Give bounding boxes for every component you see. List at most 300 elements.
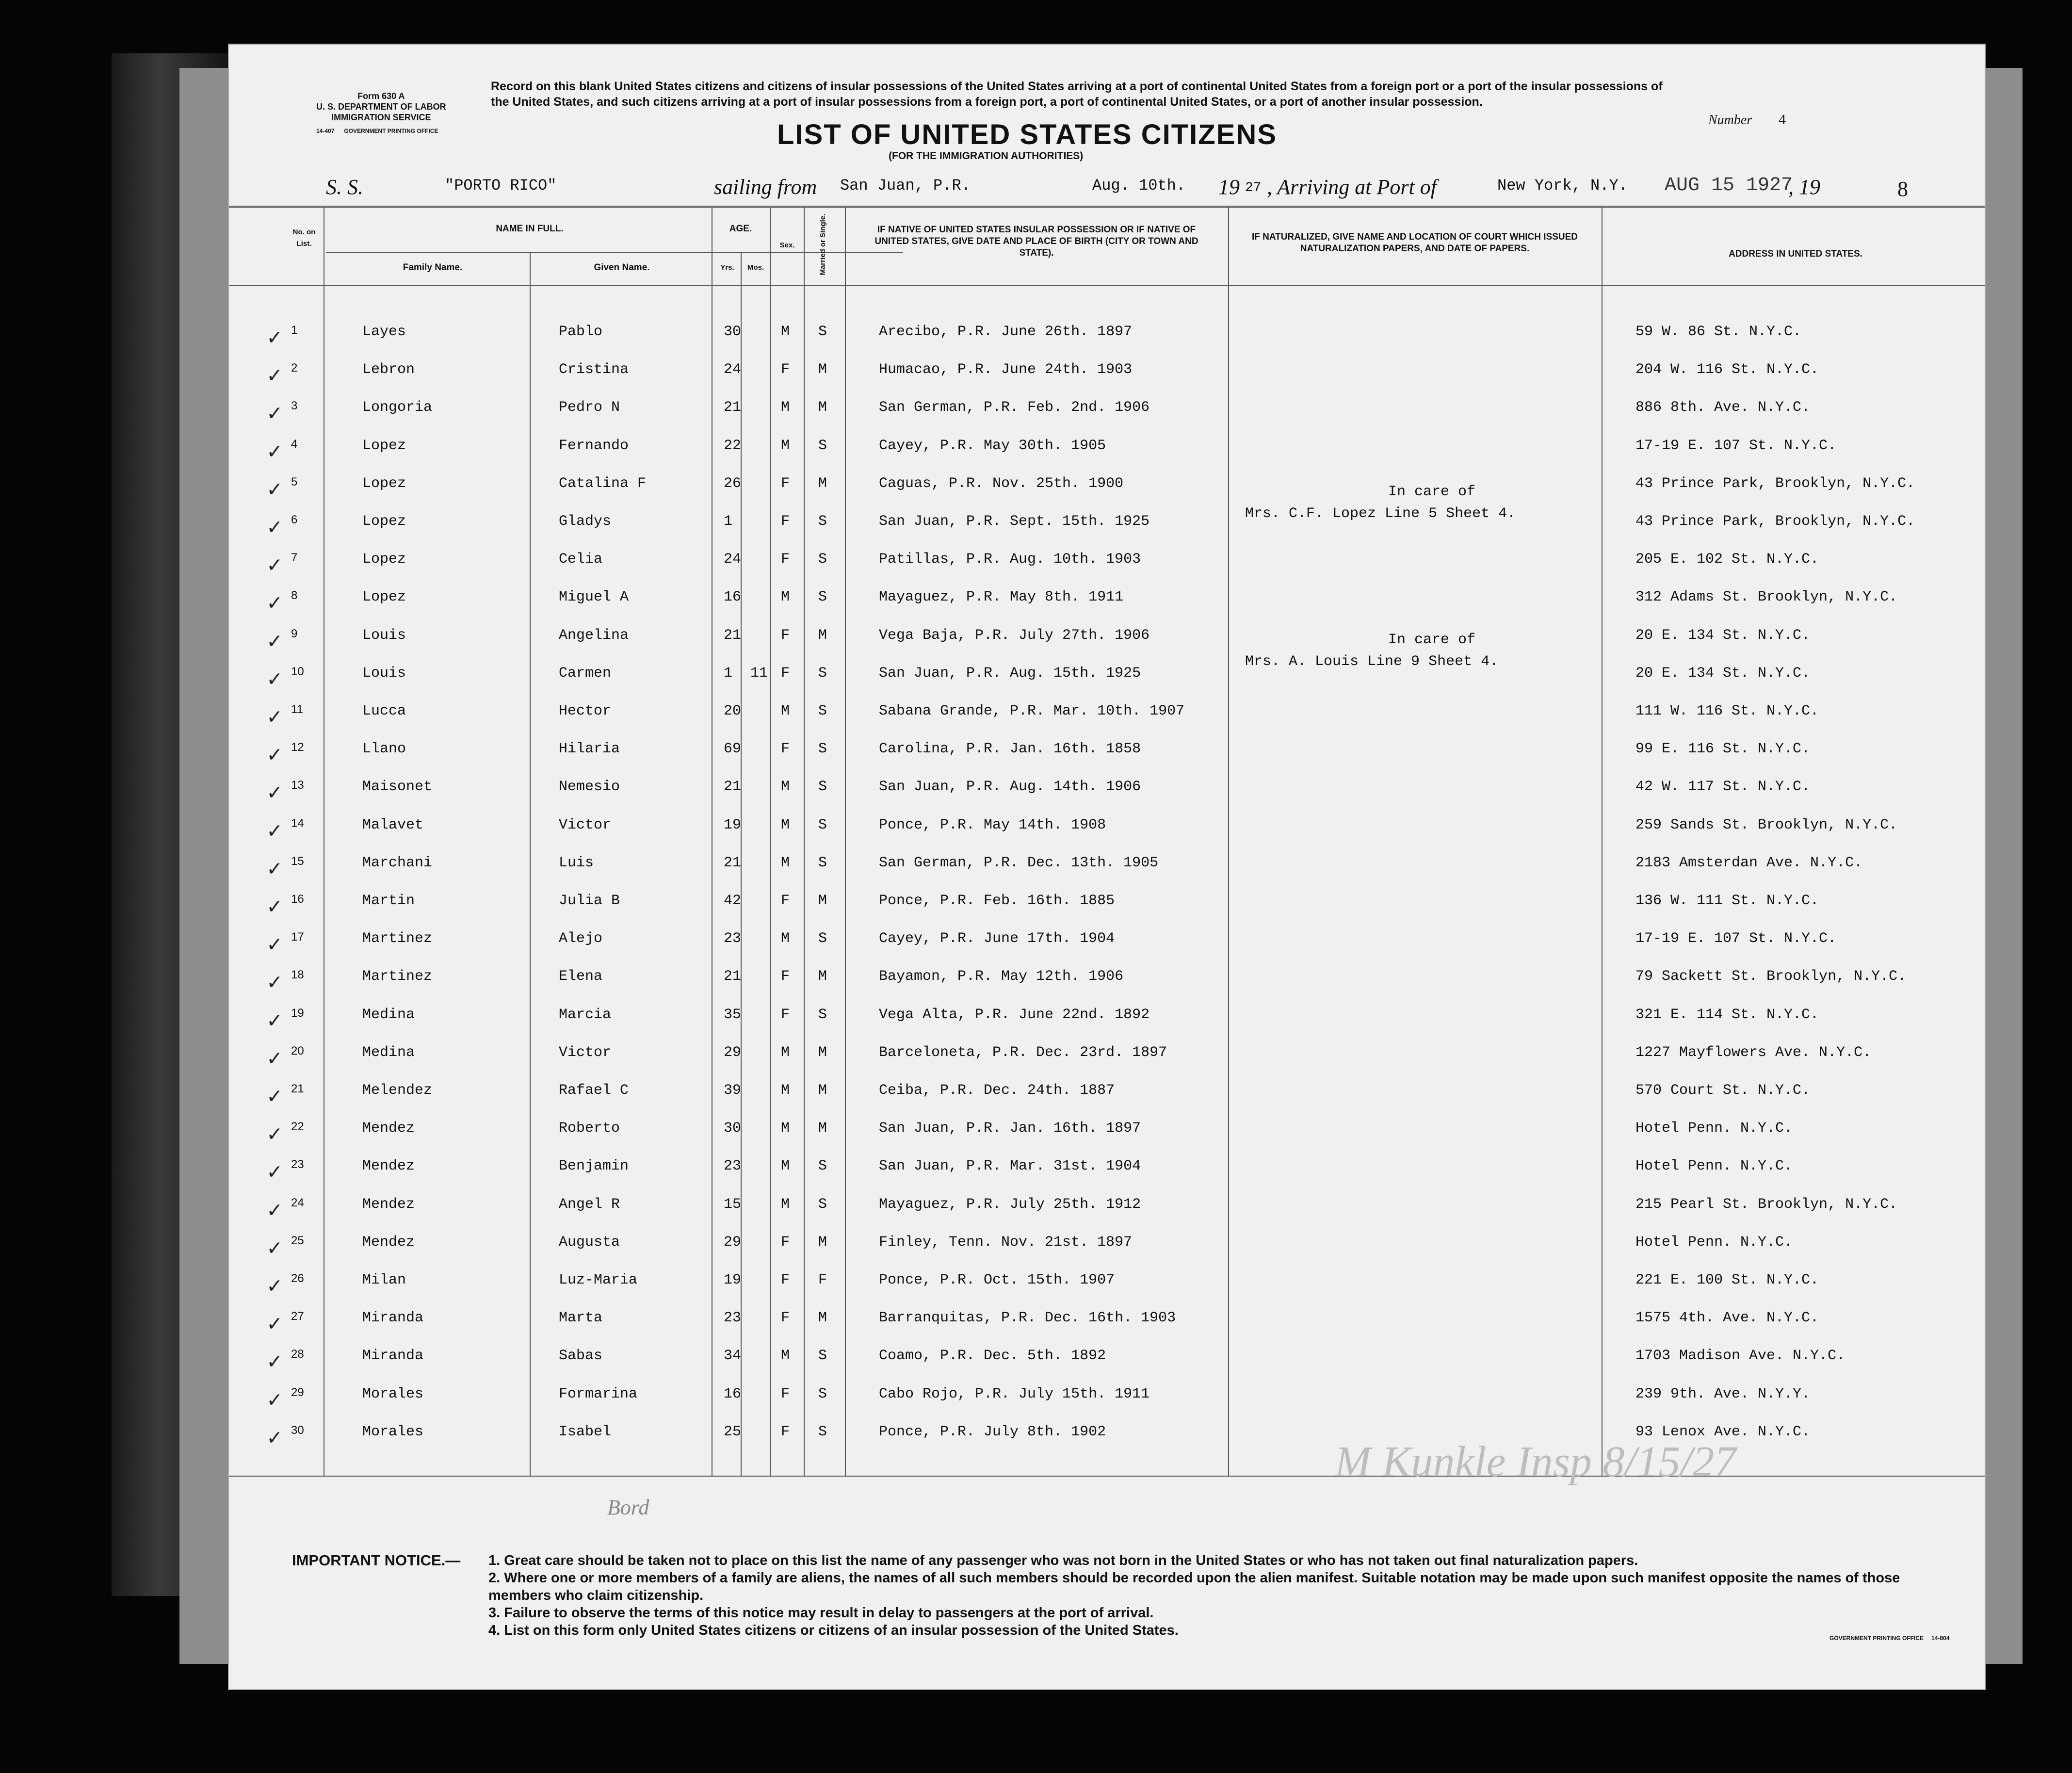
birth-place-date: Mayaguez, P.R. May 8th. 1911 bbox=[879, 589, 1124, 605]
col-header-yrs: Yrs. bbox=[720, 263, 734, 272]
us-address: 1227 Mayflowers Ave. N.Y.C. bbox=[1635, 1044, 1872, 1061]
sex: F bbox=[781, 893, 790, 909]
given-name: Pedro N bbox=[559, 399, 620, 416]
age-years: 23 bbox=[724, 1310, 742, 1326]
checkmark-icon: ✓ bbox=[268, 364, 281, 389]
checkmark-icon: ✓ bbox=[268, 326, 281, 351]
given-name: Luis bbox=[559, 855, 594, 871]
naturalization-line: Mrs. A. Louis Line 9 Sheet 4. bbox=[1245, 653, 1499, 670]
given-name: Gladys bbox=[559, 513, 612, 530]
sex: F bbox=[781, 1310, 790, 1326]
naturalization-care: In care of bbox=[1388, 632, 1476, 648]
family-name: Louis bbox=[362, 627, 406, 644]
marital-status: S bbox=[818, 1348, 827, 1364]
marital-status: S bbox=[818, 1386, 827, 1402]
us-address: 2183 Amsterdan Ave. N.Y.C. bbox=[1635, 855, 1863, 871]
year-label-2: , 19 bbox=[1788, 175, 1820, 199]
us-address: 312 Adams St. Brooklyn, N.Y.C. bbox=[1635, 589, 1898, 605]
table-header-rule bbox=[229, 285, 1985, 286]
arrival-port: New York, N.Y. bbox=[1497, 177, 1628, 195]
age-years: 21 bbox=[724, 399, 742, 416]
age-months: 11 bbox=[750, 665, 768, 682]
age-years: 42 bbox=[724, 893, 742, 909]
checkmark-icon: ✓ bbox=[268, 743, 281, 768]
marital-status: S bbox=[818, 741, 827, 757]
table-row bbox=[229, 930, 1975, 958]
age-years: 34 bbox=[724, 1348, 742, 1364]
checkmark-icon: ✓ bbox=[268, 781, 281, 806]
col-header-no: No. on List. bbox=[292, 228, 316, 248]
family-name: Martinez bbox=[362, 968, 433, 985]
footer-code: 14-804 bbox=[1931, 1635, 1950, 1642]
service-name: IMMIGRATION SERVICE bbox=[331, 113, 431, 122]
footer-heading: IMPORTANT NOTICE.— bbox=[292, 1552, 461, 1569]
row-number: 27 bbox=[291, 1310, 304, 1323]
marital-status: S bbox=[818, 589, 827, 605]
row-number: 22 bbox=[291, 1120, 304, 1133]
family-name: Lopez bbox=[362, 438, 406, 454]
row-number: 28 bbox=[291, 1348, 304, 1361]
given-name: Cristina bbox=[559, 361, 629, 378]
department-name: U. S. DEPARTMENT OF LABOR bbox=[316, 102, 446, 112]
given-name: Marcia bbox=[559, 1007, 612, 1023]
given-name: Benjamin bbox=[559, 1158, 629, 1174]
table-row bbox=[229, 665, 1975, 693]
sex: F bbox=[781, 665, 790, 682]
us-address: 93 Lenox Ave. N.Y.C. bbox=[1635, 1424, 1811, 1440]
col-header-sex: Sex. bbox=[779, 241, 795, 249]
marital-status: S bbox=[818, 324, 827, 340]
sex: F bbox=[781, 1234, 790, 1251]
marital-status: M bbox=[818, 1310, 827, 1326]
given-name: Luz-Maria bbox=[559, 1272, 638, 1288]
ship-name: "PORTO RICO" bbox=[445, 177, 557, 195]
table-row bbox=[229, 361, 1975, 389]
family-name: Lebron bbox=[362, 361, 415, 378]
sex: M bbox=[781, 1082, 790, 1099]
marital-status: S bbox=[818, 438, 827, 454]
header-rule-double bbox=[229, 207, 1985, 208]
checkmark-icon: ✓ bbox=[268, 1199, 281, 1224]
age-years: 1 bbox=[724, 513, 733, 530]
checkmark-icon: ✓ bbox=[268, 1009, 281, 1034]
birth-place-date: Coamo, P.R. Dec. 5th. 1892 bbox=[879, 1348, 1106, 1364]
table-row bbox=[229, 438, 1975, 465]
checkmark-icon: ✓ bbox=[268, 667, 281, 693]
family-name: Martinez bbox=[362, 930, 433, 947]
age-years: 69 bbox=[724, 741, 742, 757]
family-name: Layes bbox=[362, 324, 406, 340]
birth-place-date: Vega Alta, P.R. June 22nd. 1892 bbox=[879, 1007, 1150, 1023]
family-name: Lopez bbox=[362, 475, 406, 492]
us-address: Hotel Penn. N.Y.C. bbox=[1635, 1234, 1793, 1251]
given-name: Catalina F bbox=[559, 475, 647, 492]
table-row bbox=[229, 968, 1975, 996]
sex: M bbox=[781, 1120, 790, 1137]
row-number: 23 bbox=[291, 1158, 304, 1171]
table-row bbox=[229, 475, 1975, 503]
table-row bbox=[229, 817, 1975, 845]
table-row bbox=[229, 513, 1975, 541]
age-years: 35 bbox=[724, 1007, 742, 1023]
family-name: Longoria bbox=[362, 399, 433, 416]
given-name: Fernando bbox=[559, 438, 629, 454]
birth-place-date: Cabo Rojo, P.R. July 15th. 1911 bbox=[879, 1386, 1150, 1402]
birth-place-date: Barranquitas, P.R. Dec. 16th. 1903 bbox=[879, 1310, 1176, 1326]
form-number: Form 630 A bbox=[357, 91, 405, 101]
birth-place-date: Ponce, P.R. Feb. 16th. 1885 bbox=[879, 893, 1115, 909]
family-name: Louis bbox=[362, 665, 406, 682]
table-row bbox=[229, 1158, 1975, 1186]
family-name: Melendez bbox=[362, 1082, 433, 1099]
marital-status: S bbox=[818, 817, 827, 833]
birth-place-date: Patillas, P.R. Aug. 10th. 1903 bbox=[879, 551, 1141, 568]
age-years: 21 bbox=[724, 627, 742, 644]
table-row bbox=[229, 1120, 1975, 1148]
sex: F bbox=[781, 1424, 790, 1440]
family-name: Marchani bbox=[362, 855, 433, 871]
year-prefix: 19 bbox=[1218, 175, 1240, 199]
age-years: 39 bbox=[724, 1082, 742, 1099]
checkmark-icon: ✓ bbox=[268, 705, 281, 731]
sex: M bbox=[781, 1196, 790, 1213]
family-name: Lopez bbox=[362, 589, 406, 605]
row-number: 15 bbox=[291, 855, 304, 868]
table-row bbox=[229, 1196, 1975, 1224]
table-row bbox=[229, 893, 1975, 920]
marital-status: M bbox=[818, 1120, 827, 1137]
birth-place-date: Ponce, P.R. July 8th. 1902 bbox=[879, 1424, 1106, 1440]
number-label: Number bbox=[1708, 113, 1752, 128]
number-value: 4 bbox=[1779, 112, 1786, 128]
sex: M bbox=[781, 1158, 790, 1174]
checkmark-icon: ✓ bbox=[268, 971, 281, 996]
row-number: 30 bbox=[291, 1424, 304, 1437]
row-number: 7 bbox=[291, 551, 298, 564]
family-name: Milan bbox=[362, 1272, 406, 1288]
birth-place-date: San Juan, P.R. Sept. 15th. 1925 bbox=[879, 513, 1150, 530]
family-name: Morales bbox=[362, 1424, 424, 1440]
age-years: 21 bbox=[724, 968, 742, 985]
sex: M bbox=[781, 930, 790, 947]
inspector-signature: M Kunkle Insp 8/15/27 bbox=[1335, 1438, 1736, 1486]
marital-status: S bbox=[818, 1424, 827, 1440]
row-number: 11 bbox=[291, 703, 303, 716]
row-number: 26 bbox=[291, 1272, 304, 1285]
row-number: 5 bbox=[291, 475, 298, 488]
table-row bbox=[229, 703, 1975, 731]
year-suffix: 27 bbox=[1245, 180, 1262, 195]
age-years: 21 bbox=[724, 855, 742, 871]
form-identifier bbox=[316, 91, 446, 136]
marital-status: S bbox=[818, 703, 827, 719]
row-number: 13 bbox=[291, 779, 304, 792]
us-address: Hotel Penn. N.Y.C. bbox=[1635, 1120, 1793, 1137]
table-row bbox=[229, 589, 1975, 617]
table-row bbox=[229, 855, 1975, 882]
table-row bbox=[229, 551, 1975, 579]
birth-place-date: Cayey, P.R. May 30th. 1905 bbox=[879, 438, 1106, 454]
checkmark-icon: ✓ bbox=[268, 440, 281, 465]
age-years: 15 bbox=[724, 1196, 742, 1213]
col-header-family: Family Name. bbox=[403, 262, 463, 273]
table-row bbox=[229, 1044, 1975, 1072]
given-name: Marta bbox=[559, 1310, 603, 1326]
page-title: LIST OF UNITED STATES CITIZENS bbox=[777, 119, 1277, 150]
checkmark-icon: ✓ bbox=[268, 933, 281, 958]
marital-status: M bbox=[818, 1082, 827, 1099]
family-name: Mendez bbox=[362, 1234, 415, 1251]
age-years: 25 bbox=[724, 1424, 742, 1440]
us-address: Hotel Penn. N.Y.C. bbox=[1635, 1158, 1793, 1174]
ss-label: S. S. bbox=[326, 175, 363, 199]
age-years: 24 bbox=[724, 551, 742, 568]
row-number: 16 bbox=[291, 893, 304, 906]
row-number: 18 bbox=[291, 968, 304, 981]
checkmark-icon: ✓ bbox=[268, 1426, 281, 1451]
notice-item-2: 2. Where one or more members of a family are aliens, the names of all such members should be recorded upon the alien manifest. Suitable notation may be made upon such manifest opposite the names of those members who claim citizenship. bbox=[488, 1570, 1900, 1603]
table-row bbox=[229, 1348, 1975, 1375]
footer-gpo: GOVERNMENT PRINTING OFFICE bbox=[1829, 1635, 1924, 1642]
family-name: Maisonet bbox=[362, 779, 433, 795]
us-address: 221 E. 100 St. N.Y.C. bbox=[1635, 1272, 1819, 1288]
birth-place-date: Arecibo, P.R. June 26th. 1897 bbox=[879, 324, 1133, 340]
given-name: Victor bbox=[559, 1044, 612, 1061]
table-row bbox=[229, 1082, 1975, 1110]
sex: M bbox=[781, 1044, 790, 1061]
table-row bbox=[229, 741, 1975, 768]
sex: M bbox=[781, 703, 790, 719]
given-name: Pablo bbox=[559, 324, 603, 340]
us-address: 239 9th. Ave. N.Y.Y. bbox=[1635, 1386, 1811, 1402]
given-name: Angel R bbox=[559, 1196, 620, 1213]
row-number: 2 bbox=[291, 361, 298, 374]
us-address: 570 Court St. N.Y.C. bbox=[1635, 1082, 1811, 1099]
birth-place-date: Carolina, P.R. Jan. 16th. 1858 bbox=[879, 741, 1141, 757]
table-row bbox=[229, 1272, 1975, 1300]
checkmark-icon: ✓ bbox=[268, 1160, 281, 1186]
row-number: 8 bbox=[291, 589, 298, 602]
given-name: Carmen bbox=[559, 665, 612, 682]
us-address: 20 E. 134 St. N.Y.C. bbox=[1635, 665, 1811, 682]
checkmark-icon: ✓ bbox=[268, 630, 281, 655]
row-number: 20 bbox=[291, 1044, 304, 1057]
family-name: Lopez bbox=[362, 513, 406, 530]
instruction-text: Record on this blank United States citizens and citizens of insular possessions of the United States arriving at a port of continental United States from a foreign port or a port of the insular possessions of the United States, and such citizens arriving at a port of insular possessions from a foreign port, a port of continental United States, or a port of another insular possession. bbox=[491, 80, 1663, 109]
checkmark-icon: ✓ bbox=[268, 1122, 281, 1148]
col-header-naturalized: IF NATURALIZED, GIVE NAME AND LOCATION OF COURT WHICH ISSUED NATURALIZATION PAPERS, AND DATE OF PAPERS. bbox=[1251, 232, 1578, 254]
sex: F bbox=[781, 741, 790, 757]
marital-status: S bbox=[818, 551, 827, 568]
checkmark-icon: ✓ bbox=[268, 553, 281, 579]
age-years: 19 bbox=[724, 817, 742, 833]
us-address: 17-19 E. 107 St. N.Y.C. bbox=[1635, 930, 1837, 947]
birth-place-date: San Juan, P.R. Aug. 14th. 1906 bbox=[879, 779, 1141, 795]
given-name: Sabas bbox=[559, 1348, 603, 1364]
age-years: 22 bbox=[724, 438, 742, 454]
us-address: 1703 Madison Ave. N.Y.C. bbox=[1635, 1348, 1845, 1364]
sex: F bbox=[781, 1007, 790, 1023]
age-years: 26 bbox=[724, 475, 742, 492]
given-name: Angelina bbox=[559, 627, 629, 644]
marital-status: S bbox=[818, 1158, 827, 1174]
family-name: Medina bbox=[362, 1044, 415, 1061]
birth-place-date: Humacao, P.R. June 24th. 1903 bbox=[879, 361, 1133, 378]
manifest-page bbox=[228, 44, 1986, 1690]
us-address: 204 W. 116 St. N.Y.C. bbox=[1635, 361, 1819, 378]
us-address: 215 Pearl St. Brooklyn, N.Y.C. bbox=[1635, 1196, 1898, 1213]
age-years: 30 bbox=[724, 324, 742, 340]
row-number: 12 bbox=[291, 741, 304, 754]
table-row bbox=[229, 324, 1975, 351]
sex: F bbox=[781, 1386, 790, 1402]
sex: F bbox=[781, 475, 790, 492]
table-row bbox=[229, 1310, 1975, 1337]
checkmark-icon: ✓ bbox=[268, 1047, 281, 1072]
form-code-line bbox=[316, 126, 446, 136]
checkmark-icon: ✓ bbox=[268, 1312, 281, 1337]
marital-status: S bbox=[818, 855, 827, 871]
us-address: 59 W. 86 St. N.Y.C. bbox=[1635, 324, 1802, 340]
sailing-label: sailing from bbox=[714, 175, 817, 199]
birth-place-date: San Juan, P.R. Jan. 16th. 1897 bbox=[879, 1120, 1141, 1137]
row-number: 3 bbox=[291, 399, 298, 412]
age-years: 16 bbox=[724, 589, 742, 605]
checkmark-icon: ✓ bbox=[268, 478, 281, 503]
naturalization-line: Mrs. C.F. Lopez Line 5 Sheet 4. bbox=[1245, 505, 1516, 522]
sex: M bbox=[781, 817, 790, 833]
marital-status: S bbox=[818, 665, 827, 682]
col-header-birth: IF NATIVE OF UNITED STATES INSULAR POSSESSION OR IF NATIVE OF UNITED STATES, GIVE DATE AND PLACE OF BIRTH (CITY OR TOWN AND STATE). bbox=[874, 225, 1198, 258]
col-header-name: NAME IN FULL. bbox=[496, 224, 564, 234]
sex: M bbox=[781, 438, 790, 454]
given-name: Rafael C bbox=[559, 1082, 629, 1099]
given-name: Julia B bbox=[559, 893, 620, 909]
us-address: 886 8th. Ave. N.Y.C. bbox=[1635, 399, 1811, 416]
given-name: Roberto bbox=[559, 1120, 620, 1137]
sex: M bbox=[781, 779, 790, 795]
row-number: 25 bbox=[291, 1234, 304, 1247]
family-name: Lopez bbox=[362, 551, 406, 568]
sex: F bbox=[781, 627, 790, 644]
table-row bbox=[229, 627, 1975, 655]
col-header-married: Married or Single. bbox=[819, 213, 827, 276]
sex: F bbox=[781, 968, 790, 985]
given-name: Hector bbox=[559, 703, 612, 719]
sex: M bbox=[781, 589, 790, 605]
birth-place-date: Bayamon, P.R. May 12th. 1906 bbox=[879, 968, 1124, 985]
birth-place-date: Ponce, P.R. Oct. 15th. 1907 bbox=[879, 1272, 1115, 1288]
checkmark-icon: ✓ bbox=[268, 1274, 281, 1300]
sex: M bbox=[781, 1348, 790, 1364]
row-number: 19 bbox=[291, 1007, 304, 1020]
us-address: 111 W. 116 St. N.Y.C. bbox=[1635, 703, 1819, 719]
marital-status: M bbox=[818, 361, 827, 378]
given-name: Formarina bbox=[559, 1386, 638, 1402]
row-number: 29 bbox=[291, 1386, 304, 1399]
sex: F bbox=[781, 361, 790, 378]
sailing-date: Aug. 10th. bbox=[1092, 177, 1186, 195]
marital-status: M bbox=[818, 1044, 827, 1061]
age-years: 21 bbox=[724, 779, 742, 795]
marital-status: S bbox=[818, 1007, 827, 1023]
given-name: Elena bbox=[559, 968, 603, 985]
sex: F bbox=[781, 551, 790, 568]
birth-place-date: Finley, Tenn. Nov. 21st. 1897 bbox=[879, 1234, 1133, 1251]
page-mark: 8 bbox=[1897, 177, 1908, 201]
family-name: Martin bbox=[362, 893, 415, 909]
us-address: 321 E. 114 St. N.Y.C. bbox=[1635, 1007, 1819, 1023]
us-address: 20 E. 134 St. N.Y.C. bbox=[1635, 627, 1811, 644]
row-number: 9 bbox=[291, 627, 298, 640]
given-name: Alejo bbox=[559, 930, 603, 947]
given-name: Hilaria bbox=[559, 741, 620, 757]
checkmark-icon: ✓ bbox=[268, 591, 281, 617]
family-name: Lucca bbox=[362, 703, 406, 719]
us-address: 205 E. 102 St. N.Y.C. bbox=[1635, 551, 1819, 568]
family-name: Mendez bbox=[362, 1120, 415, 1137]
given-name: Isabel bbox=[559, 1424, 612, 1440]
marital-status: S bbox=[818, 779, 827, 795]
us-address: 259 Sands St. Brooklyn, N.Y.C. bbox=[1635, 817, 1898, 833]
birth-place-date: Sabana Grande, P.R. Mar. 10th. 1907 bbox=[879, 703, 1185, 719]
family-name: Mendez bbox=[362, 1158, 415, 1174]
birth-place-date: Vega Baja, P.R. July 27th. 1906 bbox=[879, 627, 1150, 644]
us-address: 17-19 E. 107 St. N.Y.C. bbox=[1635, 438, 1837, 454]
naturalization-care: In care of bbox=[1388, 484, 1476, 500]
family-name: Medina bbox=[362, 1007, 415, 1023]
us-address: 43 Prince Park, Brooklyn, N.Y.C. bbox=[1635, 475, 1915, 492]
row-number: 10 bbox=[291, 665, 304, 678]
birth-place-date: San German, P.R. Dec. 13th. 1905 bbox=[879, 855, 1159, 871]
family-name: Miranda bbox=[362, 1348, 424, 1364]
age-years: 23 bbox=[724, 930, 742, 947]
age-years: 20 bbox=[724, 703, 742, 719]
table-row bbox=[229, 1234, 1975, 1262]
table-row bbox=[229, 399, 1975, 427]
table-row bbox=[229, 1386, 1975, 1414]
col-header-age: AGE. bbox=[729, 224, 752, 234]
family-name: Mendez bbox=[362, 1196, 415, 1213]
row-number: 17 bbox=[291, 930, 304, 943]
row-number: 24 bbox=[291, 1196, 304, 1209]
birth-place-date: Mayaguez, P.R. July 25th. 1912 bbox=[879, 1196, 1141, 1213]
marital-status: S bbox=[818, 1196, 827, 1213]
pencil-note: Bord bbox=[607, 1496, 649, 1519]
age-years: 24 bbox=[724, 361, 742, 378]
birth-place-date: Ceiba, P.R. Dec. 24th. 1887 bbox=[879, 1082, 1115, 1099]
col-header-given: Given Name. bbox=[594, 262, 650, 273]
birth-place-date: San Juan, P.R. Mar. 31st. 1904 bbox=[879, 1158, 1141, 1174]
sex: M bbox=[781, 324, 790, 340]
checkmark-icon: ✓ bbox=[268, 819, 281, 845]
checkmark-icon: ✓ bbox=[268, 1236, 281, 1262]
notice-item-4: 4. List on this form only United States citizens or citizens of an insular possession of the United States. bbox=[488, 1623, 1179, 1638]
arrival-date-stamp: AUG 15 1927 bbox=[1665, 175, 1793, 196]
sex: M bbox=[781, 855, 790, 871]
marital-status: M bbox=[818, 627, 827, 644]
family-name: Morales bbox=[362, 1386, 424, 1402]
birth-place-date: Ponce, P.R. May 14th. 1908 bbox=[879, 817, 1106, 833]
age-years: 29 bbox=[724, 1044, 742, 1061]
age-years: 19 bbox=[724, 1272, 742, 1288]
checkmark-icon: ✓ bbox=[268, 895, 281, 920]
us-address: 43 Prince Park, Brooklyn, N.Y.C. bbox=[1635, 513, 1915, 530]
us-address: 79 Sackett St. Brooklyn, N.Y.C. bbox=[1635, 968, 1907, 985]
notice-item-1: 1. Great care should be taken not to place on this list the name of any passenger who was not born in the United States or who has not taken out final naturalization papers. bbox=[488, 1553, 1638, 1568]
checkmark-icon: ✓ bbox=[268, 1085, 281, 1110]
arriving-label: , Arriving at Port of bbox=[1267, 175, 1437, 199]
